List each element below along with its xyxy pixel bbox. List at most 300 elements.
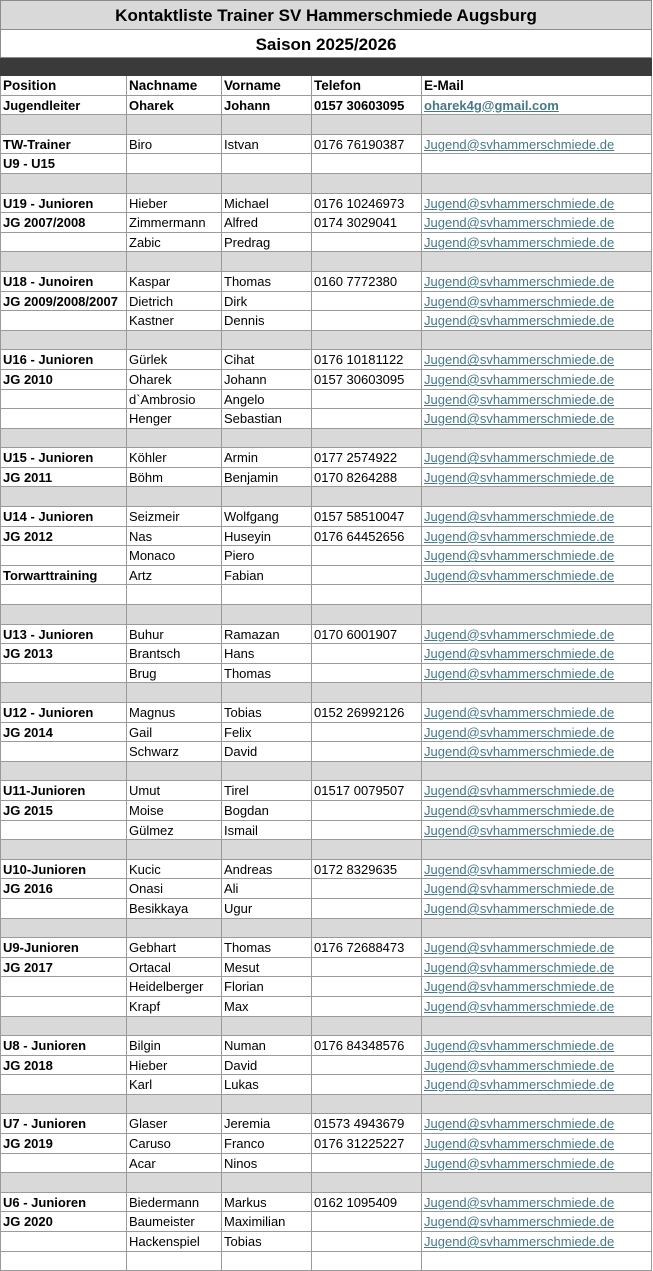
table-row [0,801,652,821]
nachname-cell [127,919,222,938]
telefon-cell: 0170 6001907 [312,625,422,644]
nachname-cell [127,1017,222,1036]
telefon-cell: 0174 3029041 [312,213,422,232]
position-cell: U9-Junioren [0,938,127,957]
telefon-cell [312,311,422,330]
spacer-row [0,331,652,351]
email-link[interactable]: Jugend@svhammerschmiede.de [422,977,652,996]
vorname-cell [222,683,312,702]
email-link[interactable]: Jugend@svhammerschmiede.de [422,213,652,232]
table-row [0,625,652,645]
table-row [0,1114,652,1134]
nachname-cell: Gürlek [127,350,222,369]
telefon-cell [312,174,422,193]
position-cell: U7 - Junioren [0,1114,127,1133]
table-body [0,96,652,1271]
nachname-cell [127,115,222,134]
telefon-cell [312,1075,422,1094]
email-link[interactable]: Jugend@svhammerschmiede.de [422,448,652,467]
position-cell: U12 - Junioren [0,703,127,722]
nachname-cell: Hieber [127,194,222,213]
email-link[interactable]: Jugend@svhammerschmiede.de [422,625,652,644]
vorname-cell: Benjamin [222,468,312,487]
telefon-cell [312,664,422,683]
header-telefon: Telefon [312,76,422,95]
vorname-cell: Florian [222,977,312,996]
email-link[interactable]: Jugend@svhammerschmiede.de [422,135,652,154]
position-cell: U8 - Junioren [0,1036,127,1055]
table-row [0,448,652,468]
table-row [0,370,652,390]
vorname-cell: Hans [222,644,312,663]
vorname-cell [222,1095,312,1114]
vorname-cell [222,1017,312,1036]
email-cell [422,919,652,938]
vorname-cell: Alfred [222,213,312,232]
position-cell: U11-Junioren [0,781,127,800]
vorname-cell: Lukas [222,1075,312,1094]
position-cell [0,487,127,506]
table-row [0,723,652,743]
nachname-cell [127,762,222,781]
spacer-row [0,1252,652,1271]
table-row [0,566,652,586]
email-cell [422,1173,652,1192]
email-link[interactable]: oharek4g@gmail.com [422,96,652,115]
position-cell [0,233,127,252]
email-link[interactable]: Jugend@svhammerschmiede.de [422,879,652,898]
table-row [0,1193,652,1213]
telefon-cell: 0162 1095409 [312,1193,422,1212]
nachname-cell: Biro [127,135,222,154]
sheet-title: Kontaktliste Trainer SV Hammerschmiede Augsburg [0,0,652,29]
nachname-cell [127,1173,222,1192]
table-row [0,781,652,801]
email-link[interactable]: Jugend@svhammerschmiede.de [422,1056,652,1075]
vorname-cell: Tobias [222,1232,312,1251]
position-cell: U13 - Junioren [0,625,127,644]
email-link[interactable]: Jugend@svhammerschmiede.de [422,1154,652,1173]
email-link[interactable]: Jugend@svhammerschmiede.de [422,1212,652,1231]
nachname-cell: Bilgin [127,1036,222,1055]
email-link[interactable]: Jugend@svhammerschmiede.de [422,194,652,213]
position-cell [0,546,127,565]
table-row [0,1212,652,1232]
vorname-cell [222,840,312,859]
telefon-cell: 0176 10246973 [312,194,422,213]
email-link[interactable]: Jugend@svhammerschmiede.de [422,546,652,565]
table-row [0,703,652,723]
telefon-cell [312,233,422,252]
telefon-cell [312,585,422,604]
table-row [0,390,652,410]
nachname-cell: Onasi [127,879,222,898]
vorname-cell: Thomas [222,938,312,957]
telefon-cell: 0176 31225227 [312,1134,422,1153]
vorname-cell [222,115,312,134]
position-cell [0,899,127,918]
email-link[interactable]: Jugend@svhammerschmiede.de [422,938,652,957]
telefon-cell: 0170 8264288 [312,468,422,487]
position-cell: U6 - Junioren [0,1193,127,1212]
email-link[interactable]: Jugend@svhammerschmiede.de [422,899,652,918]
nachname-cell [127,331,222,350]
email-link[interactable]: Jugend@svhammerschmiede.de [422,860,652,879]
email-link[interactable]: Jugend@svhammerschmiede.de [422,566,652,585]
email-link[interactable]: Jugend@svhammerschmiede.de [422,350,652,369]
position-cell [0,1095,127,1114]
nachname-cell: Brantsch [127,644,222,663]
nachname-cell: Kaspar [127,272,222,291]
email-link[interactable]: Jugend@svhammerschmiede.de [422,468,652,487]
position-cell [0,605,127,624]
nachname-cell: Schwarz [127,742,222,761]
vorname-cell: Max [222,997,312,1016]
vorname-cell: Huseyin [222,527,312,546]
telefon-cell [312,487,422,506]
spacer-row [0,429,652,449]
nachname-cell: Köhler [127,448,222,467]
column-header-row [0,76,652,96]
position-cell: U18 - Junoiren [0,272,127,291]
sheet-subtitle: Saison 2025/2026 [0,29,652,58]
vorname-cell: Felix [222,723,312,742]
nachname-cell: Artz [127,566,222,585]
email-link[interactable]: Jugend@svhammerschmiede.de [422,507,652,526]
vorname-cell: Armin [222,448,312,467]
vorname-cell [222,429,312,448]
position-cell: JG 2010 [0,370,127,389]
spacer-row [0,487,652,507]
nachname-cell: Karl [127,1075,222,1094]
vorname-cell: Mesut [222,958,312,977]
position-cell [0,997,127,1016]
vorname-cell: Ninos [222,1154,312,1173]
nachname-cell: Kastner [127,311,222,330]
email-cell [422,1252,652,1271]
email-link[interactable]: Jugend@svhammerschmiede.de [422,742,652,761]
spacer-row [0,762,652,782]
email-cell [422,762,652,781]
vorname-cell: Predrag [222,233,312,252]
nachname-cell: Umut [127,781,222,800]
position-cell: U10-Junioren [0,860,127,879]
nachname-cell: Hackenspiel [127,1232,222,1251]
nachname-cell: Henger [127,409,222,428]
table-row [0,272,652,292]
position-cell: TW-Trainer [0,135,127,154]
telefon-cell [312,331,422,350]
nachname-cell: Heidelberger [127,977,222,996]
vorname-cell [222,1173,312,1192]
position-cell [0,840,127,859]
nachname-cell: Hieber [127,1056,222,1075]
position-cell [0,1232,127,1251]
vorname-cell: David [222,742,312,761]
table-row [0,546,652,566]
spacer-row [0,919,652,939]
nachname-cell: Biedermann [127,1193,222,1212]
position-cell [0,115,127,134]
table-row [0,860,652,880]
position-cell [0,252,127,271]
email-cell [422,331,652,350]
vorname-cell: Johann [222,96,312,115]
position-cell [0,821,127,840]
telefon-cell: 0157 30603095 [312,96,422,115]
position-cell [0,683,127,702]
position-cell [0,331,127,350]
nachname-cell [127,429,222,448]
position-cell: JG 2020 [0,1212,127,1231]
email-link[interactable]: Jugend@svhammerschmiede.de [422,272,652,291]
spacer-row [0,840,652,860]
nachname-cell: Seizmeir [127,507,222,526]
email-cell [422,840,652,859]
spacer-row [0,115,652,135]
vorname-cell: Ismail [222,821,312,840]
telefon-cell: 0176 76190387 [312,135,422,154]
telefon-cell: 0152 26992126 [312,703,422,722]
nachname-cell [127,605,222,624]
nachname-cell: Monaco [127,546,222,565]
telefon-cell [312,1232,422,1251]
vorname-cell: Istvan [222,135,312,154]
position-cell [0,664,127,683]
vorname-cell: Jeremia [222,1114,312,1133]
nachname-cell: Moise [127,801,222,820]
vorname-cell [222,762,312,781]
telefon-cell [312,762,422,781]
table-row [0,1056,652,1076]
nachname-cell: Gülmez [127,821,222,840]
email-link[interactable]: Jugend@svhammerschmiede.de [422,781,652,800]
nachname-cell [127,585,222,604]
position-cell: Jugendleiter [0,96,127,115]
position-cell: JG 2016 [0,879,127,898]
nachname-cell: Böhm [127,468,222,487]
position-cell: JG 2015 [0,801,127,820]
email-link[interactable]: Jugend@svhammerschmiede.de [422,1036,652,1055]
email-link[interactable]: Jugend@svhammerschmiede.de [422,233,652,252]
nachname-cell: Brug [127,664,222,683]
email-link[interactable]: Jugend@svhammerschmiede.de [422,527,652,546]
table-row [0,233,652,253]
nachname-cell [127,683,222,702]
vorname-cell: Markus [222,1193,312,1212]
position-cell [0,919,127,938]
telefon-cell [312,546,422,565]
table-row [0,938,652,958]
email-cell [422,174,652,193]
vorname-cell [222,487,312,506]
telefon-cell: 0176 64452656 [312,527,422,546]
table-row [0,1036,652,1056]
position-cell [0,311,127,330]
nachname-cell: Oharek [127,370,222,389]
email-link[interactable]: Jugend@svhammerschmiede.de [422,1134,652,1153]
telefon-cell [312,154,422,173]
email-link[interactable]: Jugend@svhammerschmiede.de [422,1193,652,1212]
email-link[interactable]: Jugend@svhammerschmiede.de [422,370,652,389]
telefon-cell [312,1212,422,1231]
position-cell [0,1017,127,1036]
email-link[interactable]: Jugend@svhammerschmiede.de [422,821,652,840]
telefon-cell [312,409,422,428]
position-cell [0,762,127,781]
nachname-cell: Gail [127,723,222,742]
nachname-cell [127,154,222,173]
nachname-cell: Acar [127,1154,222,1173]
email-cell [422,683,652,702]
vorname-cell [222,585,312,604]
nachname-cell: Gebhart [127,938,222,957]
email-link[interactable]: Jugend@svhammerschmiede.de [422,703,652,722]
table-row [0,644,652,664]
email-link[interactable]: Jugend@svhammerschmiede.de [422,958,652,977]
nachname-cell: Kucic [127,860,222,879]
vorname-cell: Thomas [222,664,312,683]
email-link[interactable]: Jugend@svhammerschmiede.de [422,1075,652,1094]
position-cell: JG 2007/2008 [0,213,127,232]
position-cell [0,409,127,428]
email-link[interactable]: Jugend@svhammerschmiede.de [422,664,652,683]
vorname-cell: Ali [222,879,312,898]
table-row [0,1232,652,1252]
position-cell: JG 2018 [0,1056,127,1075]
email-cell [422,429,652,448]
position-cell: U19 - Junioren [0,194,127,213]
email-cell [422,252,652,271]
table-row [0,1134,652,1154]
email-cell [422,605,652,624]
table-row [0,1154,652,1174]
nachname-cell: Glaser [127,1114,222,1133]
email-cell [422,1095,652,1114]
telefon-cell [312,1173,422,1192]
vorname-cell [222,331,312,350]
telefon-cell: 0172 8329635 [312,860,422,879]
vorname-cell: Thomas [222,272,312,291]
telefon-cell: 0176 84348576 [312,1036,422,1055]
email-link[interactable]: Jugend@svhammerschmiede.de [422,644,652,663]
telefon-cell [312,429,422,448]
email-link[interactable]: Jugend@svhammerschmiede.de [422,390,652,409]
table-row [0,977,652,997]
spacer-row [0,1095,652,1115]
vorname-cell [222,605,312,624]
vorname-cell [222,919,312,938]
vorname-cell [222,252,312,271]
email-link[interactable]: Jugend@svhammerschmiede.de [422,311,652,330]
table-row [0,507,652,527]
position-cell: JG 2012 [0,527,127,546]
spacer-row [0,252,652,272]
position-cell: U16 - Junioren [0,350,127,369]
telefon-cell [312,821,422,840]
telefon-cell [312,252,422,271]
position-cell: U15 - Junioren [0,448,127,467]
telefon-cell [312,605,422,624]
vorname-cell: Piero [222,546,312,565]
telefon-cell [312,292,422,311]
position-cell [0,742,127,761]
nachname-cell: Buhur [127,625,222,644]
nachname-cell: Oharek [127,96,222,115]
vorname-cell: Michael [222,194,312,213]
vorname-cell: Maximilian [222,1212,312,1231]
vorname-cell: Fabian [222,566,312,585]
position-cell: JG 2017 [0,958,127,977]
telefon-cell: 01573 4943679 [312,1114,422,1133]
telefon-cell [312,801,422,820]
vorname-cell: Johann [222,370,312,389]
table-row [0,664,652,684]
position-cell [0,1252,127,1271]
position-cell: JG 2014 [0,723,127,742]
table-row [0,1075,652,1095]
table-row [0,958,652,978]
telefon-cell [312,1056,422,1075]
telefon-cell [312,997,422,1016]
email-link[interactable]: Jugend@svhammerschmiede.de [422,292,652,311]
position-cell [0,977,127,996]
telefon-cell: 0157 58510047 [312,507,422,526]
email-link[interactable]: Jugend@svhammerschmiede.de [422,1114,652,1133]
telefon-cell [312,566,422,585]
table-row [0,997,652,1017]
vorname-cell: Wolfgang [222,507,312,526]
position-cell [0,429,127,448]
header-nachname: Nachname [127,76,222,95]
vorname-cell: Franco [222,1134,312,1153]
table-row [0,350,652,370]
nachname-cell: Nas [127,527,222,546]
telefon-cell [312,879,422,898]
header-vorname: Vorname [222,76,312,95]
email-cell [422,487,652,506]
email-link[interactable]: Jugend@svhammerschmiede.de [422,1232,652,1251]
table-row [0,292,652,312]
telefon-cell: 01517 0079507 [312,781,422,800]
position-cell [0,1075,127,1094]
telefon-cell [312,899,422,918]
email-link[interactable]: Jugend@svhammerschmiede.de [422,723,652,742]
table-row [0,213,652,233]
nachname-cell: Zimmermann [127,213,222,232]
table-row [0,311,652,331]
spacer-row [0,174,652,194]
email-link[interactable]: Jugend@svhammerschmiede.de [422,801,652,820]
nachname-cell: Dietrich [127,292,222,311]
spacer-row [0,605,652,625]
vorname-cell [222,154,312,173]
position-cell: JG 2019 [0,1134,127,1153]
telefon-cell [312,977,422,996]
table-row [0,468,652,488]
email-link[interactable]: Jugend@svhammerschmiede.de [422,997,652,1016]
email-link[interactable]: Jugend@svhammerschmiede.de [422,409,652,428]
telefon-cell: 0176 10181122 [312,350,422,369]
vorname-cell: Tirel [222,781,312,800]
nachname-cell [127,1252,222,1271]
telefon-cell [312,919,422,938]
telefon-cell: 0176 72688473 [312,938,422,957]
nachname-cell [127,840,222,859]
position-cell [0,174,127,193]
header-position: Position [0,76,127,95]
table-row [0,879,652,899]
